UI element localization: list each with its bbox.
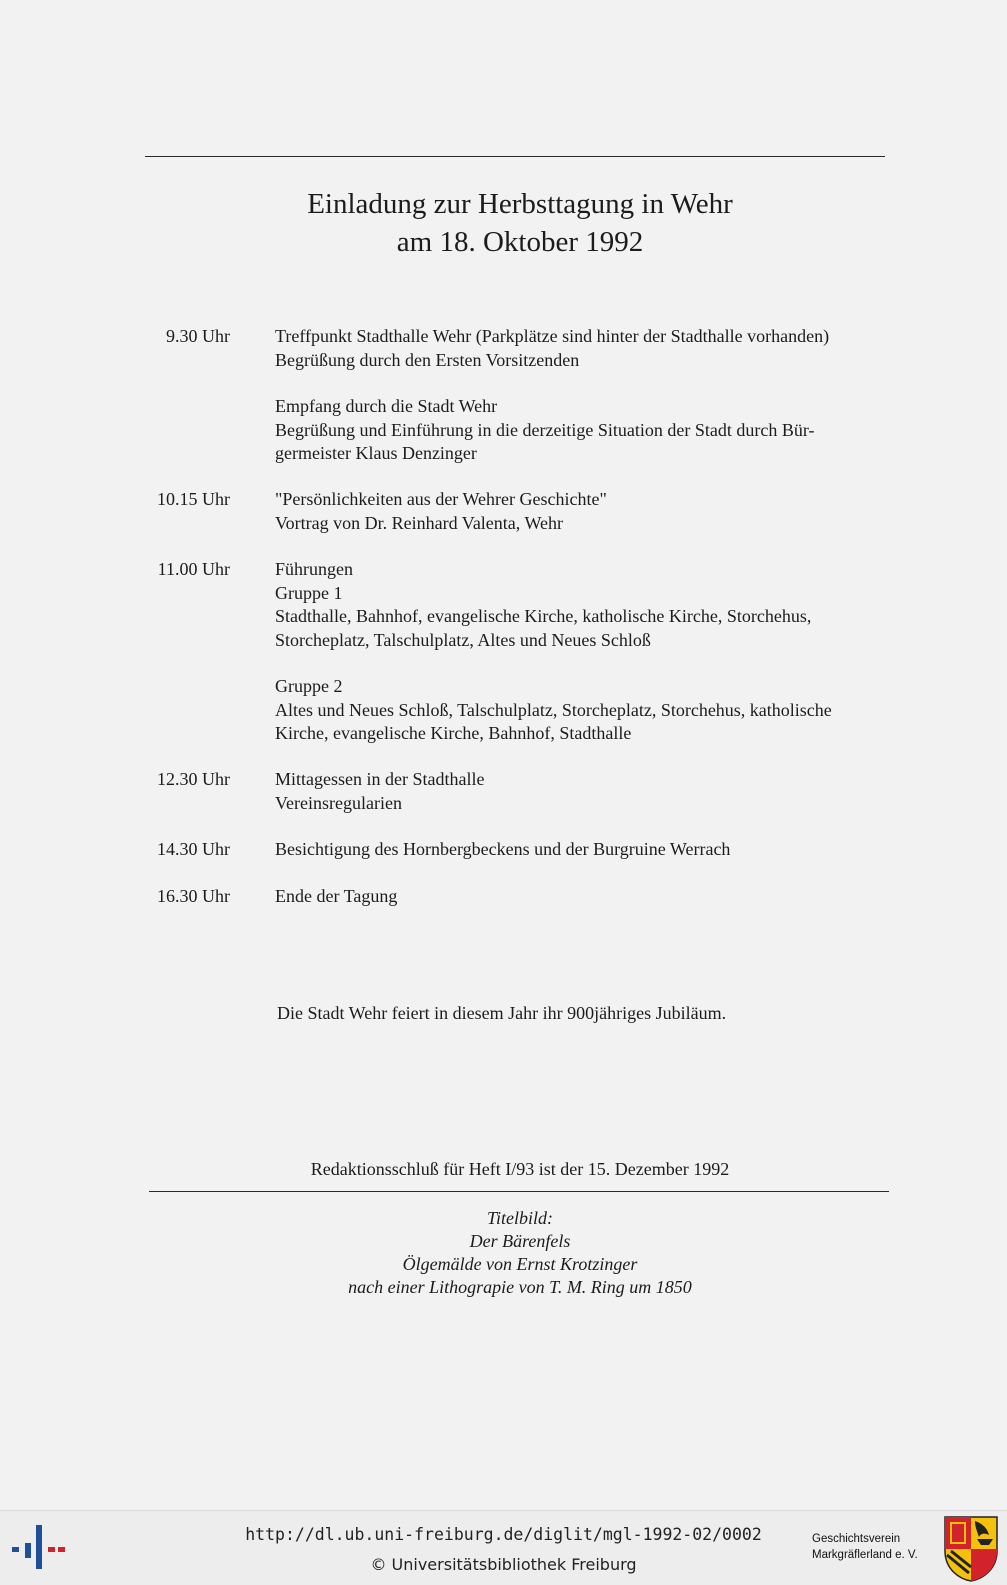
schedule-line: Stadthalle, Bahnhof, evangelische Kirche, katholische Kirche, Storchehus, [275, 606, 812, 626]
footer-bar [0, 1510, 1007, 1585]
page-title-line2: am 18. Oktober 1992 [396, 226, 644, 258]
schedule-line: germeister Klaus Denzinger [275, 443, 477, 463]
society-line: Geschichtsverein [812, 1533, 901, 1545]
schedule-line: Altes und Neues Schloß, Talschulplatz, Storcheplatz, Storchehus, katholische [275, 699, 832, 720]
schedule-line: Gruppe 2 [275, 676, 343, 696]
schedule-description [275, 768, 895, 815]
caption-line: Der Bärenfels [469, 1231, 571, 1251]
schedule-time: 9.30 Uhr [166, 326, 230, 346]
coat-of-arms-icon [943, 1515, 999, 1583]
schedule-time: 11.00 Uhr [157, 559, 230, 579]
bottom-rule [149, 1191, 889, 1192]
schedule-time: 10.15 Uhr [157, 489, 230, 509]
schedule-line: Begrüßung und Einführung in die derzeitige Situation der Stadt durch Bür- [275, 419, 815, 440]
schedule-line: Gruppe 1 [275, 582, 343, 603]
schedule-line: Storcheplatz, Talschulplatz, Altes und Neues Schloß [275, 629, 651, 650]
schedule-line: Vortrag von Dr. Reinhard Valenta, Wehr [275, 512, 563, 533]
schedule-description [275, 395, 895, 466]
page-title-line1: Einladung zur Herbsttagung in Wehr [307, 188, 733, 220]
top-rule [145, 156, 885, 157]
schedule-time: 14.30 Uhr [157, 839, 230, 859]
schedule-time: 16.30 Uhr [157, 886, 230, 906]
schedule-line: Führungen [275, 559, 353, 579]
schedule-line: Kirche, evangelische Kirche, Bahnhof, Stadthalle [275, 723, 632, 743]
schedule-line: Ende der Tagung [275, 886, 398, 906]
schedule-description [275, 838, 895, 862]
schedule-description [275, 488, 895, 535]
caption-line: Ölgemälde von Ernst Krotzinger [402, 1254, 638, 1274]
caption-label: Titelbild: [486, 1208, 553, 1228]
schedule-line: Begrüßung durch den Ersten Vorsitzenden [275, 349, 580, 370]
schedule-line: Vereinsregularien [275, 792, 402, 813]
schedule-line: Treffpunkt Stadthalle Wehr (Parkplätze sind hinter der Stadthalle vorhanden) [275, 326, 830, 346]
schedule-line: Empfang durch die Stadt Wehr [275, 396, 498, 416]
society-name [812, 1531, 918, 1563]
caption-line: nach einer Lithograpie von T. M. Ring um 1850 [348, 1277, 692, 1297]
schedule-line: Mittagessen in der Stadthalle [275, 769, 485, 789]
jubilee-note: Die Stadt Wehr feiert in diesem Jahr ihr 900jähriges Jubiläum. [277, 1003, 727, 1023]
schedule-description [275, 885, 895, 909]
document-url[interactable]: http://dl.ub.uni-freiburg.de/diglit/mgl-1992-02/0002 [245, 1525, 762, 1544]
society-line: Markgräflerland e. V. [812, 1549, 918, 1561]
deadline-note: Redaktionsschluß für Heft I/93 ist der 15. Dezember 1992 [310, 1159, 730, 1179]
schedule-description [275, 675, 895, 746]
schedule-description [275, 325, 895, 372]
copyright-text: © Universitätsbibliothek Freiburg [370, 1555, 637, 1574]
schedule-description [275, 558, 895, 652]
schedule-line: "Persönlichkeiten aus der Wehrer Geschichte" [275, 489, 607, 509]
schedule-line: Besichtigung des Hornbergbeckens und der Burgruine Werrach [275, 839, 731, 859]
schedule-time: 12.30 Uhr [157, 769, 230, 789]
